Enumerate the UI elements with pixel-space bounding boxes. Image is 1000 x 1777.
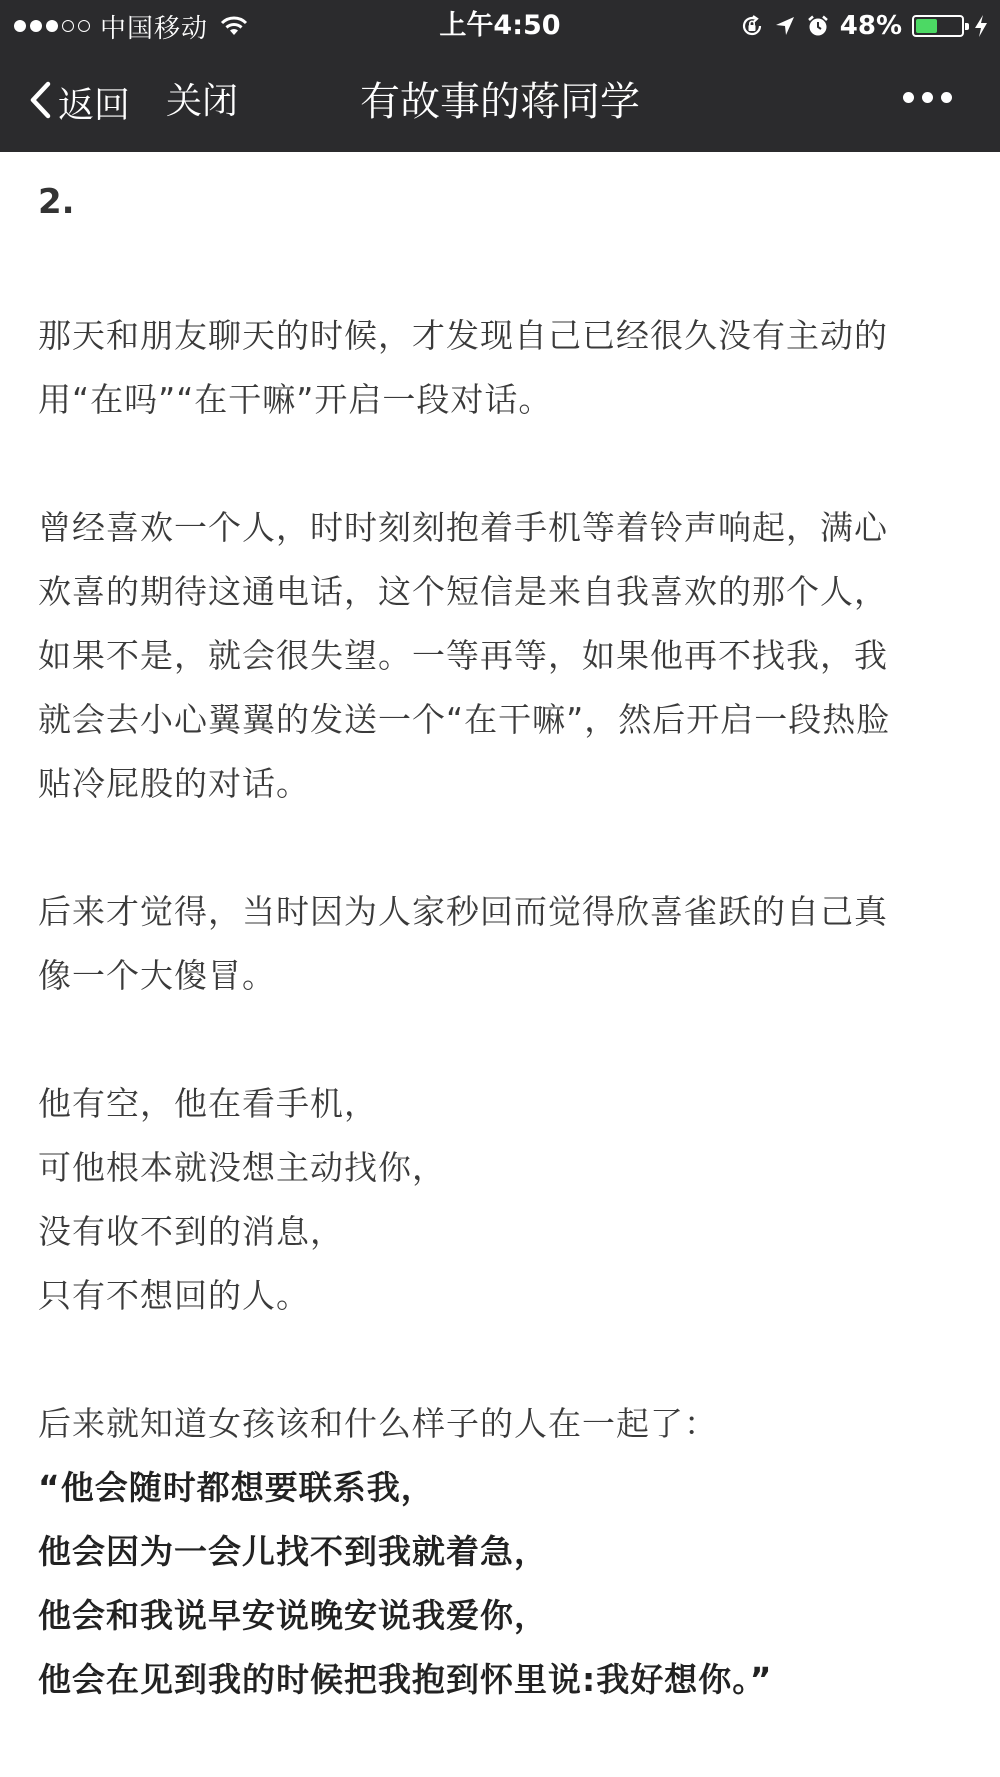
more-dot [903,92,914,103]
paragraph-line: 欢喜的期待这通电话，这个短信是来自我喜欢的那个人， [38,572,888,611]
navigation-bar [0,52,1000,152]
more-dots-icon[interactable] [903,92,952,103]
quote-line: 他会和我说早安说晚安说我爱你， [38,1596,548,1635]
paragraph [38,1392,958,1456]
quote-line: “他会随时都想要联系我， [38,1468,435,1507]
carrier-name: 中国移动 [100,13,209,44]
paragraph-line: 那天和朋友聊天的时候，才发现自己已经很久没有主动的 [38,316,888,355]
paragraph-line: 他有空，他在看手机， [38,1084,378,1123]
paragraph [38,1072,958,1328]
paragraph-line: 就会去小心翼翼的发送一个“在干嘛”，然后开启一段热脸 [38,700,891,739]
more-dot [922,92,933,103]
close-button[interactable]: 关闭 [166,81,239,122]
more-dot [941,92,952,103]
orientation-lock-icon [740,14,764,38]
charging-bolt-icon [974,14,988,38]
paragraph-line: 后来就知道女孩该和什么样子的人在一起了： [38,1404,718,1443]
paragraph-line: 可他根本就没想主动找你， [38,1148,446,1187]
paragraph-line: 没有收不到的消息， [38,1212,344,1251]
paragraph-line: 如果不是，就会很失望。一等再等，如果他再不找我，我 [38,636,888,675]
location-arrow-icon [774,15,796,37]
battery-percentage: 48% [839,11,902,41]
quote-block [38,1456,958,1712]
quote-line: 他会因为一会儿找不到我就着急， [38,1532,548,1571]
status-bar-right [740,8,988,44]
battery-level [916,19,937,33]
paragraph-line: 只有不想回的人。 [38,1276,310,1315]
paragraph-line: 后来才觉得，当时因为人家秒回而觉得欣喜雀跃的自己真 [38,892,888,931]
paragraph [38,304,958,432]
paragraph-line: 像一个大傻冒。 [38,956,276,995]
status-time: 上午4:50 [439,10,561,41]
back-label: 返回 [58,84,131,126]
paragraph [38,496,958,816]
back-button[interactable] [28,78,130,126]
chevron-left-icon [28,80,52,124]
paragraph [38,880,958,1008]
status-bar [0,0,1000,52]
section-number: 2. [38,182,75,222]
paragraph-line: 曾经喜欢一个人，时时刻刻抱着手机等着铃声响起，满心 [38,508,888,547]
paragraph-line: 贴冷屁股的对话。 [38,764,310,803]
battery-icon [912,15,964,37]
article-body [38,152,958,1712]
alarm-icon [806,14,830,38]
battery-cap [965,23,969,30]
quote-line: 他会在见到我的时候把我抱到怀里说:我好想你。” [38,1660,773,1699]
page-title: 有故事的蒋同学 [360,79,640,125]
paragraph-line: 用“在吗”“在干嘛”开启一段对话。 [38,380,553,419]
